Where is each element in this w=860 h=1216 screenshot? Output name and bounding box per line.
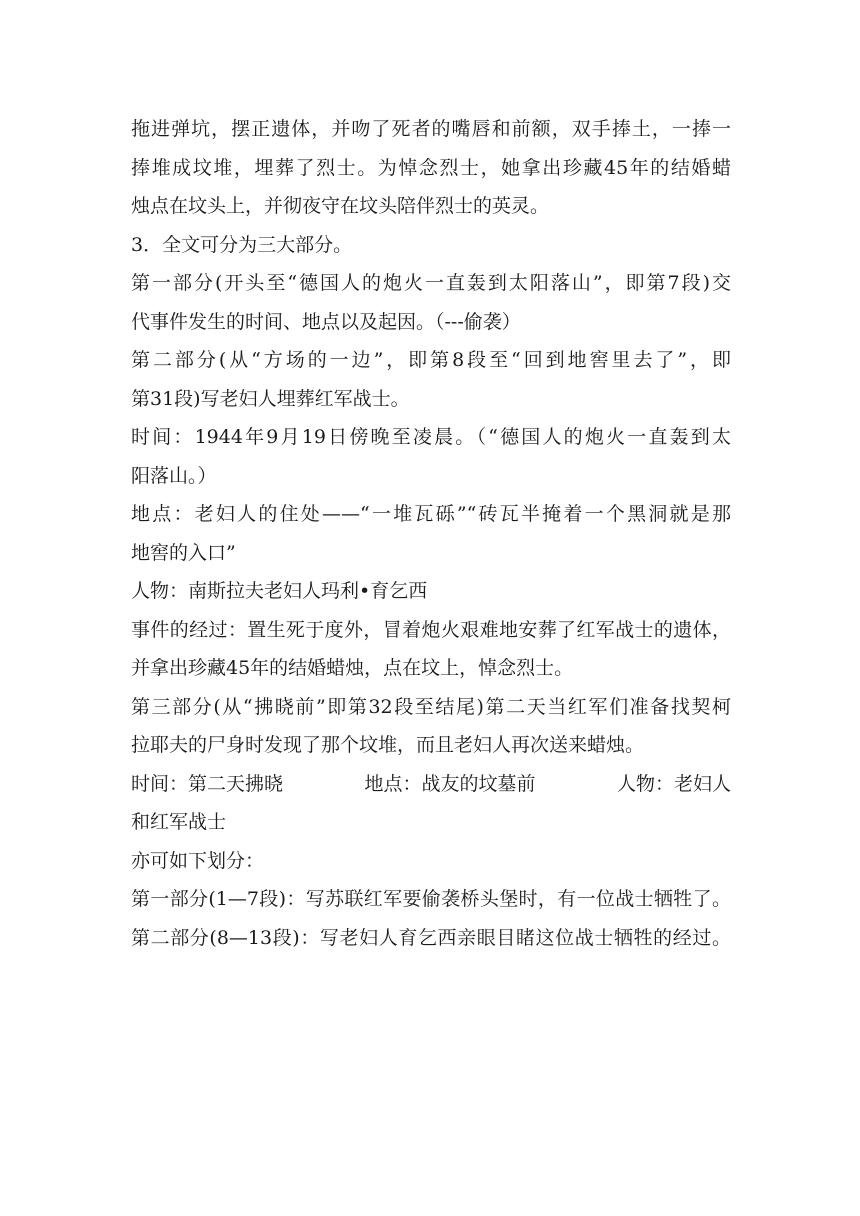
text-line: 第31段)写老妇人埋葬红军战士。 bbox=[131, 387, 410, 410]
text-line: 烛点在坟头上，并彻夜守在坟头陪伴烈士的英灵。 bbox=[131, 195, 550, 217]
text-line: 拖进弹坑，摆正遗体，并吻了死者的嘴唇和前额，双手捧土，一捧一 bbox=[131, 118, 731, 140]
text-line: 和红军战士 bbox=[131, 811, 227, 833]
text-line: 第三部分(从“拂晓前”即第32段至结尾)第二天当红军们准备找契柯 bbox=[131, 695, 731, 718]
text-line: 人物：南斯拉夫老妇人玛利•育乞西 bbox=[131, 580, 428, 602]
text-line: 亦可如下划分： bbox=[131, 849, 265, 872]
text-line: 第一部分(1—7段)：写苏联红军要偷袭桥头堡时，有一位战士牺牲了。 bbox=[131, 888, 731, 910]
text-line: 第二部分(从“方场的一边”，即第8段至“回到地窖里去了”，即 bbox=[131, 349, 731, 371]
text-line: 事件的经过：置生死于度外，冒着炮火艰难地安葬了红军战士的遗体， bbox=[131, 618, 731, 641]
text-line: 第二部分(8—13段)：写老妇人育乞西亲眼目睹这位战士牺牲的经过。 bbox=[131, 926, 731, 949]
row-person: 人物：老妇人 bbox=[616, 772, 731, 795]
text-line: 并拿出珍藏45年的结婚蜡烛，点在坟上，悼念烈士。 bbox=[131, 657, 574, 679]
text-line: 拉耶夫的尸身时发现了那个坟堆，而且老妇人再次送来蜡烛。 bbox=[131, 734, 645, 756]
row-place: 地点：战友的坟墓前 bbox=[364, 772, 536, 795]
text-line: 时间：1944年9月19日傍晚至凌晨。（“德国人的炮火一直轰到太 bbox=[131, 426, 731, 448]
text-line: 第一部分(开头至“德国人的炮火一直轰到太阳落山”，即第7段)交 bbox=[131, 272, 731, 294]
time-place-person-row bbox=[131, 765, 731, 804]
text-line: 地点：老妇人的住处——“一堆瓦砾”“砖瓦半掩着一个黑洞就是那 bbox=[131, 503, 731, 525]
document-body bbox=[131, 110, 731, 957]
text-line: 地窖的入口” bbox=[131, 541, 236, 564]
row-time: 时间：第二天拂晓 bbox=[131, 772, 284, 795]
text-line: 代事件发生的时间、地点以及起因。（---偷袭） bbox=[131, 310, 521, 333]
text-line: 捧堆成坟堆，埋葬了烈士。为悼念烈士，她拿出珍藏45年的结婚蜡 bbox=[131, 156, 731, 179]
text-line: 阳落山。） bbox=[131, 464, 217, 487]
section-heading: 3．全文可分为三大部分。 bbox=[131, 233, 353, 256]
